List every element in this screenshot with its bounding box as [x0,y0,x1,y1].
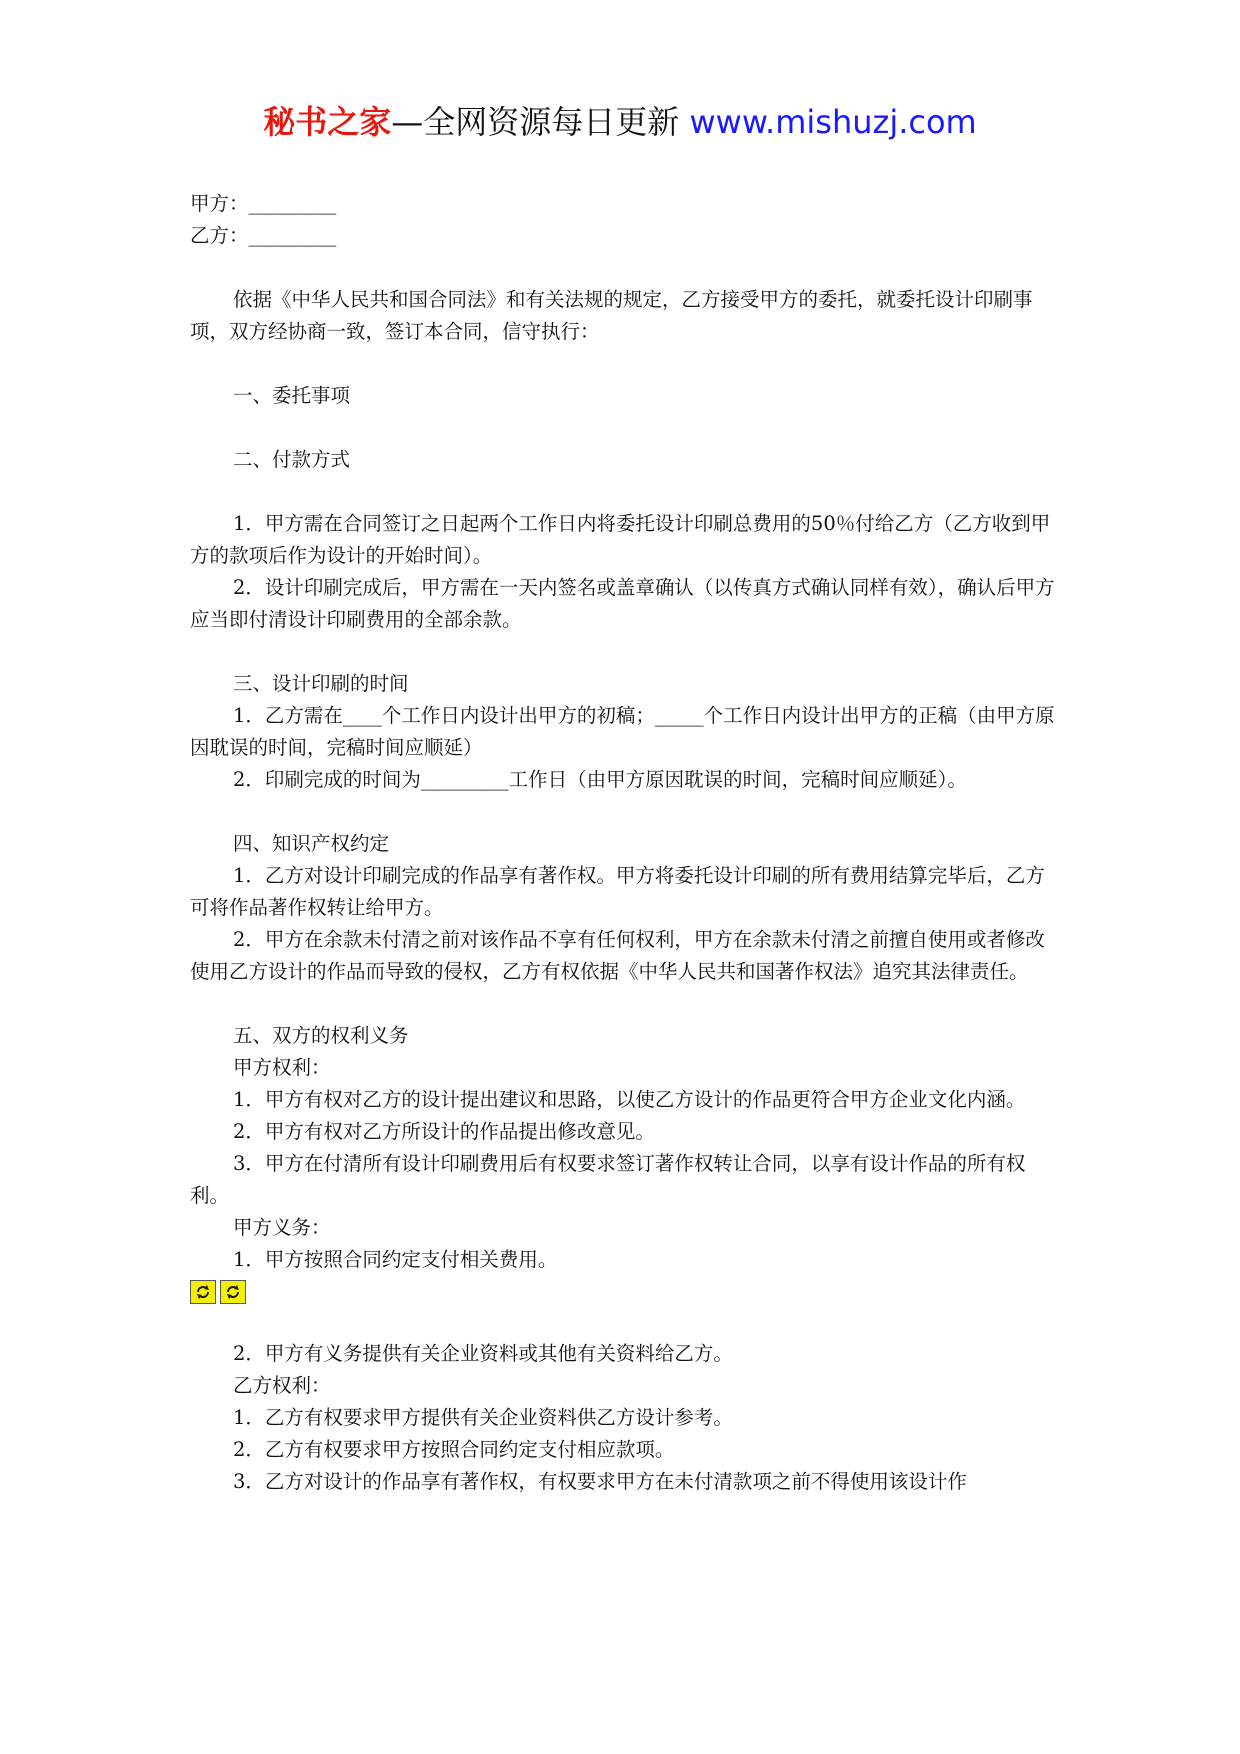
refresh-icon[interactable] [220,1280,246,1304]
section-3-title: 三、设计印刷的时间 [233,672,409,695]
party-a-rights-label: 甲方权利： [233,1056,331,1079]
party-a-duties-2: 2．甲方有义务提供有关企业资料或其他有关资料给乙方。 [233,1342,733,1365]
section-2-item-2: 2．设计印刷完成后，甲方需在一天内签名或盖章确认（以传真方式确认同样有效），确认后甲方应当即付清设计印刷费用的全部余款。 [190,576,1055,631]
party-b-line: 乙方：_________ [190,224,337,247]
icon-strip [190,1278,1056,1306]
section-1-title: 一、委托事项 [233,384,351,407]
contract-body [190,188,1056,1498]
refresh-icon[interactable] [190,1280,216,1304]
party-b-rights-1: 1．乙方有权要求甲方提供有关企业资料供乙方设计参考。 [233,1406,733,1429]
header-slogan: —全网资源每日更新 [391,103,690,141]
section-2-title: 二、付款方式 [233,448,351,471]
section-2-item-1: 1．甲方需在合同签订之日起两个工作日内将委托设计印刷总费用的50％付给乙方（乙方收到甲方的款项后作为设计的开始时间）。 [190,512,1051,567]
section-5-title: 五、双方的权利义务 [233,1024,409,1047]
site-header [0,100,1240,144]
party-b-rights-3: 3．乙方对设计的作品享有著作权，有权要求甲方在未付清款项之前不得使用该设计作 [233,1470,967,1493]
section-3-item-1: 1．乙方需在____个工作日内设计出甲方的初稿；_____个工作日内设计出甲方的正稿（由甲方原因耽误的时间，完稿时间应顺延） [190,704,1055,759]
intro-paragraph: 依据《中华人民共和国合同法》和有关法规的规定，乙方接受甲方的委托，就委托设计印刷事项，双方经协商一致，签订本合同，信守执行： [190,288,1033,343]
section-4-title: 四、知识产权约定 [233,832,390,855]
party-a-rights-3: 3．甲方在付清所有设计印刷费用后有权要求签订著作权转让合同，以享有设计作品的所有权利。 [190,1152,1026,1207]
section-3-item-2: 2．印刷完成的时间为_________工作日（由甲方原因耽误的时间，完稿时间应顺延）。 [233,768,967,791]
party-a-rights-2: 2．甲方有权对乙方所设计的作品提出修改意见。 [233,1120,655,1143]
party-a-line: 甲方：_________ [190,192,337,215]
party-a-duties-1: 1．甲方按照合同约定支付相关费用。 [233,1248,558,1271]
party-a-duties-label: 甲方义务： [233,1216,331,1239]
party-b-rights-2: 2．乙方有权要求甲方按照合同约定支付相应款项。 [233,1438,675,1461]
brand-name: 秘书之家 [263,103,392,141]
party-b-rights-label: 乙方权利： [233,1374,331,1397]
section-4-item-2: 2．甲方在余款未付清之前对该作品不享有任何权利，甲方在余款未付清之前擅自使用或者修改使用乙方设计的作品而导致的侵权，乙方有权依据《中华人民共和国著作权法》追究其法律责任。 [190,928,1045,983]
section-4-item-1: 1．乙方对设计印刷完成的作品享有著作权。甲方将委托设计印刷的所有费用结算完毕后，乙方可将作品著作权转让给甲方。 [190,864,1045,919]
site-url-link[interactable]: www.mishuzj.com [689,103,977,141]
party-a-rights-1: 1．甲方有权对乙方的设计提出建议和思路，以使乙方设计的作品更符合甲方企业文化内涵。 [233,1088,1026,1111]
